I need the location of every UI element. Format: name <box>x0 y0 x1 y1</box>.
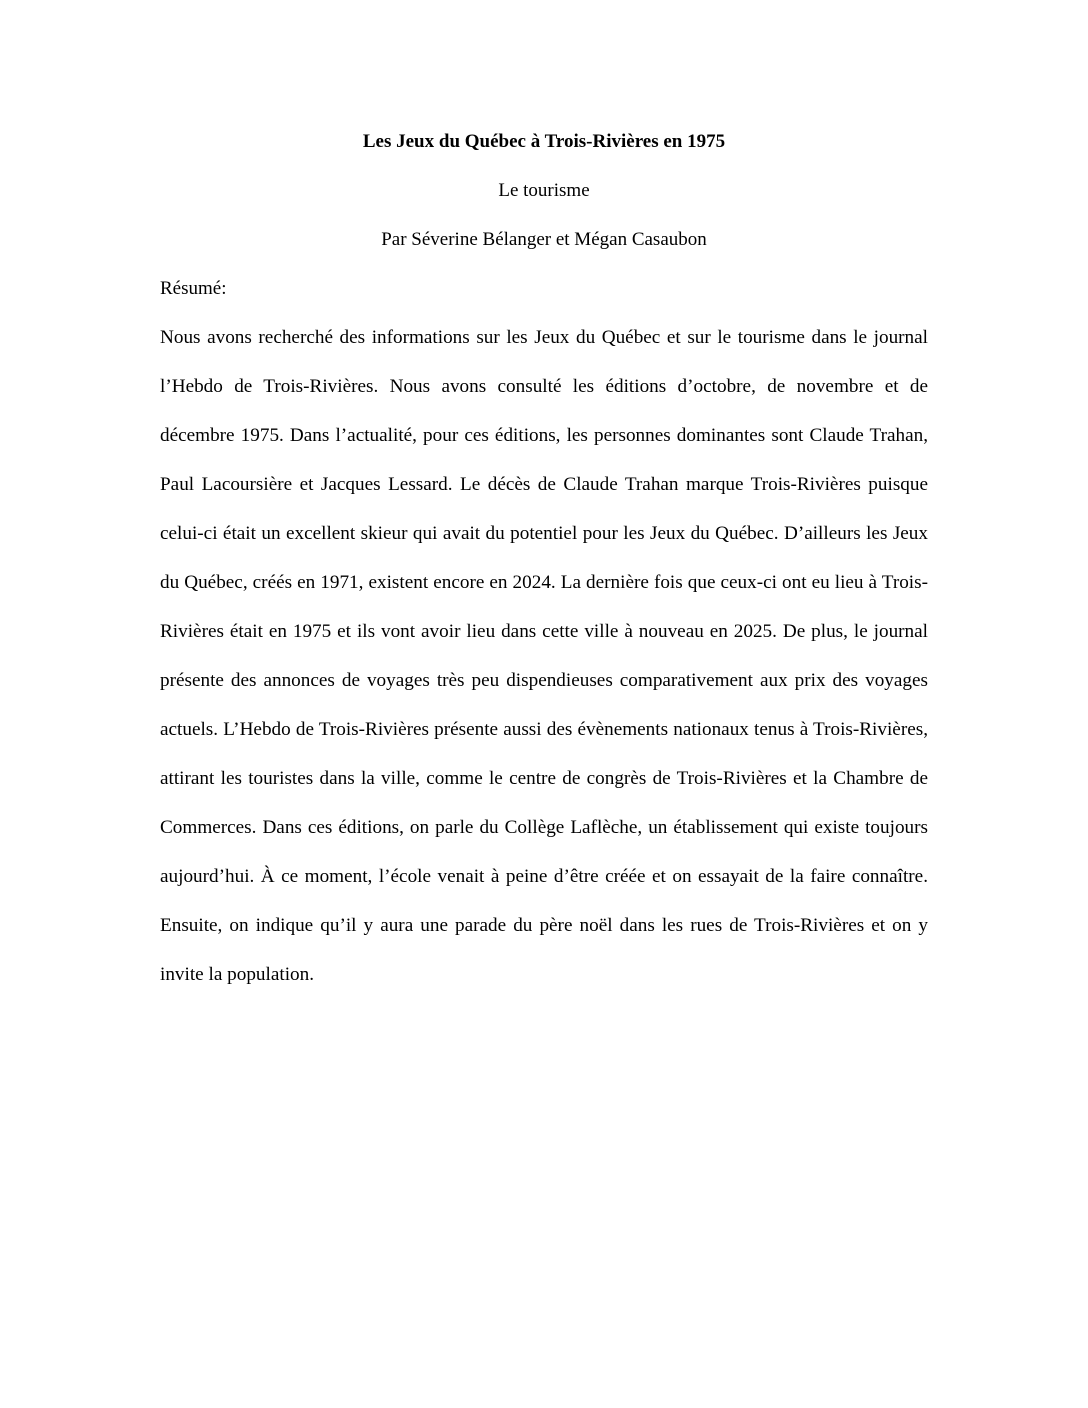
document-page <box>160 124 928 999</box>
document-authors: Par Séverine Bélanger et Mégan Casaubon <box>381 229 707 250</box>
document-title: Les Jeux du Québec à Trois-Rivières en 1975 <box>362 131 726 152</box>
document-subtitle: Le tourisme <box>498 180 590 201</box>
abstract-paragraph: Nous avons recherché des informations sur les Jeux du Québec et sur le tourisme dans le journal l’Hebdo de Trois-Rivières. Nous avons consulté les éditions d’octobre, de novembre et de décembre 1975. Dans l’actualité, pour ces éditions, les personnes dominantes sont Claude Trahan, Paul Lacoursière et Jacques Lessard. Le décès de Claude Trahan marque Trois-Rivières puisque celui-ci était un excellent skieur qui avait du potentiel pour les Jeux du Québec. D’ailleurs les Jeux du Québec, créés en 1971, existent encore en 2024. La dernière fois que ceux-ci ont eu lieu à Trois-Rivières était en 1975 et ils vont avoir lieu dans cette ville à nouveau en 2025. De plus, le journal présente des annonces de voyages très peu dispendieuses comparativement aux prix des voyages actuels. L’Hebdo de Trois-Rivières présente aussi des évènements nationaux tenus à Trois-Rivières, attirant les touristes dans la ville, comme le centre de congrès de Trois-Rivières et la Chambre de Commerces. Dans ces éditions, on parle du Collège Laflèche, un établissement qui existe toujours aujourd’hui. À ce moment, l’école venait à peine d’être créée et on essayait de la faire connaître. Ensuite, on indique qu’il y aura une parade du père noël dans les rues de Trois-Rivières et on y invite la population. <box>160 327 928 985</box>
abstract-heading: Résumé: <box>160 278 227 299</box>
